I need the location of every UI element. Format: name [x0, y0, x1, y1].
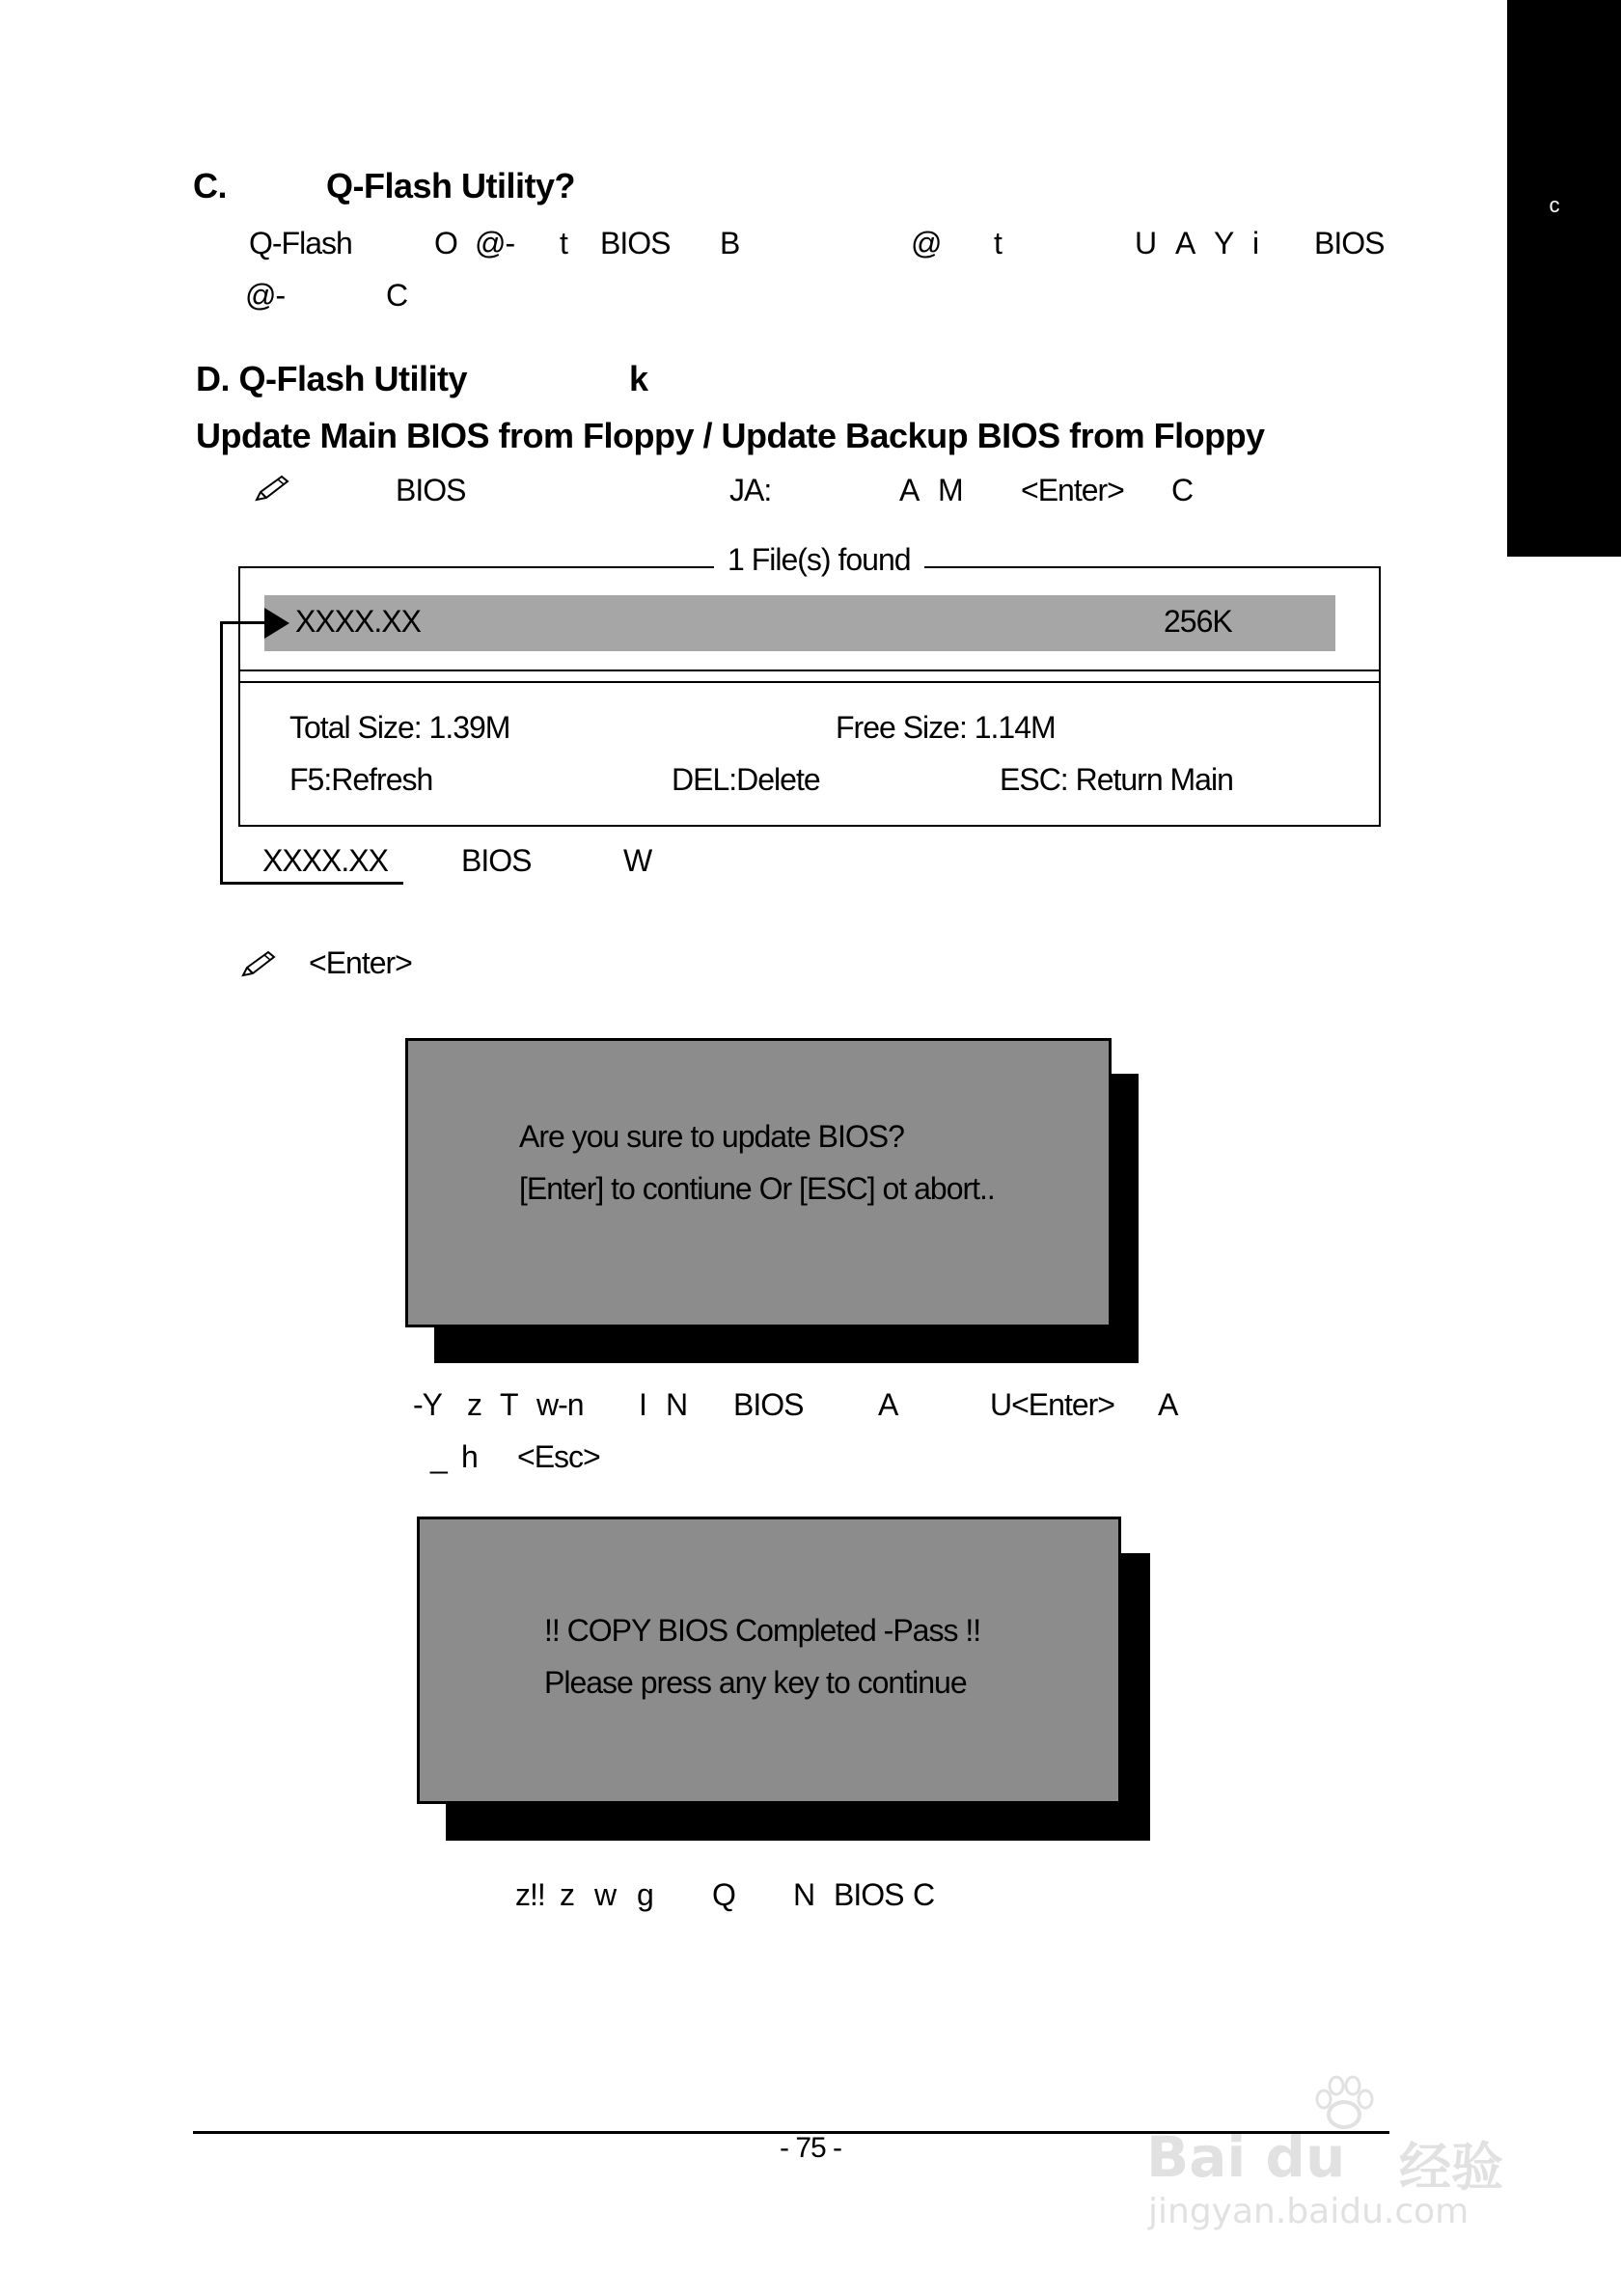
after-complete-word: BIOS	[834, 1877, 904, 1912]
section-d-heading-tail: k	[629, 359, 648, 398]
after-confirm-word: U<Enter>	[990, 1387, 1114, 1422]
after-confirm-word: BIOS	[733, 1387, 804, 1422]
section-c-word: BIOS	[1314, 226, 1385, 260]
section-c-word: B	[720, 226, 740, 260]
watermark-brand-cn: 经验	[1399, 2137, 1503, 2198]
section-c-word: t	[560, 226, 567, 260]
section-c-word: @-	[245, 278, 286, 313]
after-complete-word: z!!	[515, 1877, 545, 1912]
after-confirm-word: -Y	[413, 1387, 442, 1422]
step1-word: M	[938, 473, 963, 507]
free-size: Free Size: 1.14M	[836, 710, 1056, 745]
callout-line	[220, 621, 268, 624]
after-confirm-word: <Esc>	[517, 1439, 600, 1474]
dialog-title: 1 File(s) found	[714, 542, 924, 578]
section-c-word: @	[911, 226, 942, 260]
callout-word: W	[623, 843, 652, 878]
dialog-divider	[238, 681, 1381, 683]
confirm-question: Are you sure to update BIOS?	[519, 1119, 904, 1154]
section-c-word: O	[434, 226, 457, 260]
total-size: Total Size: 1.39M	[289, 710, 510, 745]
paw-logo-icon	[1310, 2074, 1378, 2132]
section-c-word: @-	[475, 226, 515, 260]
dialog-divider	[238, 670, 1381, 671]
after-confirm-word: A	[1158, 1387, 1178, 1422]
after-confirm-word: w-n	[536, 1387, 584, 1422]
chapter-tab-letter: c	[1549, 193, 1560, 217]
section-c-word: t	[994, 226, 1002, 260]
step1-word: C	[1171, 473, 1194, 507]
file-size: 256K	[1164, 604, 1232, 639]
refresh-key[interactable]: F5:Refresh	[289, 762, 433, 797]
step1-word: BIOS	[396, 473, 466, 507]
section-c-word: A	[1175, 226, 1195, 260]
after-confirm-word: T	[500, 1387, 518, 1422]
section-c-word: U	[1135, 226, 1157, 260]
after-complete-word: C	[913, 1877, 935, 1912]
after-confirm-word: _	[430, 1439, 447, 1474]
after-confirm-word: z	[467, 1387, 481, 1422]
return-main-key[interactable]: ESC: Return Main	[1000, 762, 1233, 797]
section-c-letter: C.	[193, 166, 227, 205]
callout-file-name: XXXX.XX	[262, 843, 388, 878]
watermark-url: jingyan.baidu.com	[1148, 2192, 1470, 2231]
complete-dialog	[417, 1517, 1121, 1804]
file-name: XXXX.XX	[295, 604, 421, 639]
watermark-brand: Bai du	[1146, 2124, 1346, 2190]
after-complete-word: g	[637, 1877, 653, 1912]
pencil-icon	[239, 950, 278, 979]
section-d-heading: D. Q-Flash Utility	[196, 359, 468, 398]
delete-key[interactable]: DEL:Delete	[672, 762, 820, 797]
callout-word: BIOS	[461, 843, 532, 878]
after-complete-word: z	[560, 1877, 574, 1912]
section-d-subheading: Update Main BIOS from Floppy / Update Backup BIOS from Floppy	[196, 416, 1265, 455]
callout-line	[220, 623, 223, 884]
after-confirm-word: h	[461, 1439, 478, 1474]
section-c-word: Q-Flash	[249, 226, 352, 260]
section-c-word: BIOS	[600, 226, 671, 260]
after-confirm-word: N	[666, 1387, 688, 1422]
callout-line	[220, 882, 403, 885]
after-confirm-word: I	[639, 1387, 646, 1422]
page-number: - 75 -	[780, 2132, 842, 2164]
complete-message: !! COPY BIOS Completed -Pass !!	[544, 1613, 981, 1648]
after-complete-word: Q	[712, 1877, 735, 1912]
step1-word: <Enter>	[1021, 473, 1124, 507]
chapter-side-tab	[1507, 0, 1621, 557]
after-confirm-word: A	[878, 1387, 898, 1422]
section-c-word: i	[1252, 226, 1259, 260]
baidu-watermark	[1146, 2074, 1552, 2231]
after-complete-word: w	[594, 1877, 617, 1912]
section-c-title: Q-Flash Utility?	[326, 166, 576, 205]
pencil-icon	[253, 475, 291, 504]
after-complete-word: N	[793, 1877, 815, 1912]
confirm-instruction: [Enter] to contiune Or [ESC] ot abort..	[519, 1171, 995, 1206]
section-c-word: Y	[1214, 226, 1234, 260]
step1-word: A	[899, 473, 920, 507]
step2-key: <Enter>	[309, 945, 412, 980]
step1-word: JA:	[729, 473, 772, 507]
complete-instruction: Please press any key to continue	[544, 1665, 967, 1700]
section-c-word: C	[386, 278, 408, 313]
